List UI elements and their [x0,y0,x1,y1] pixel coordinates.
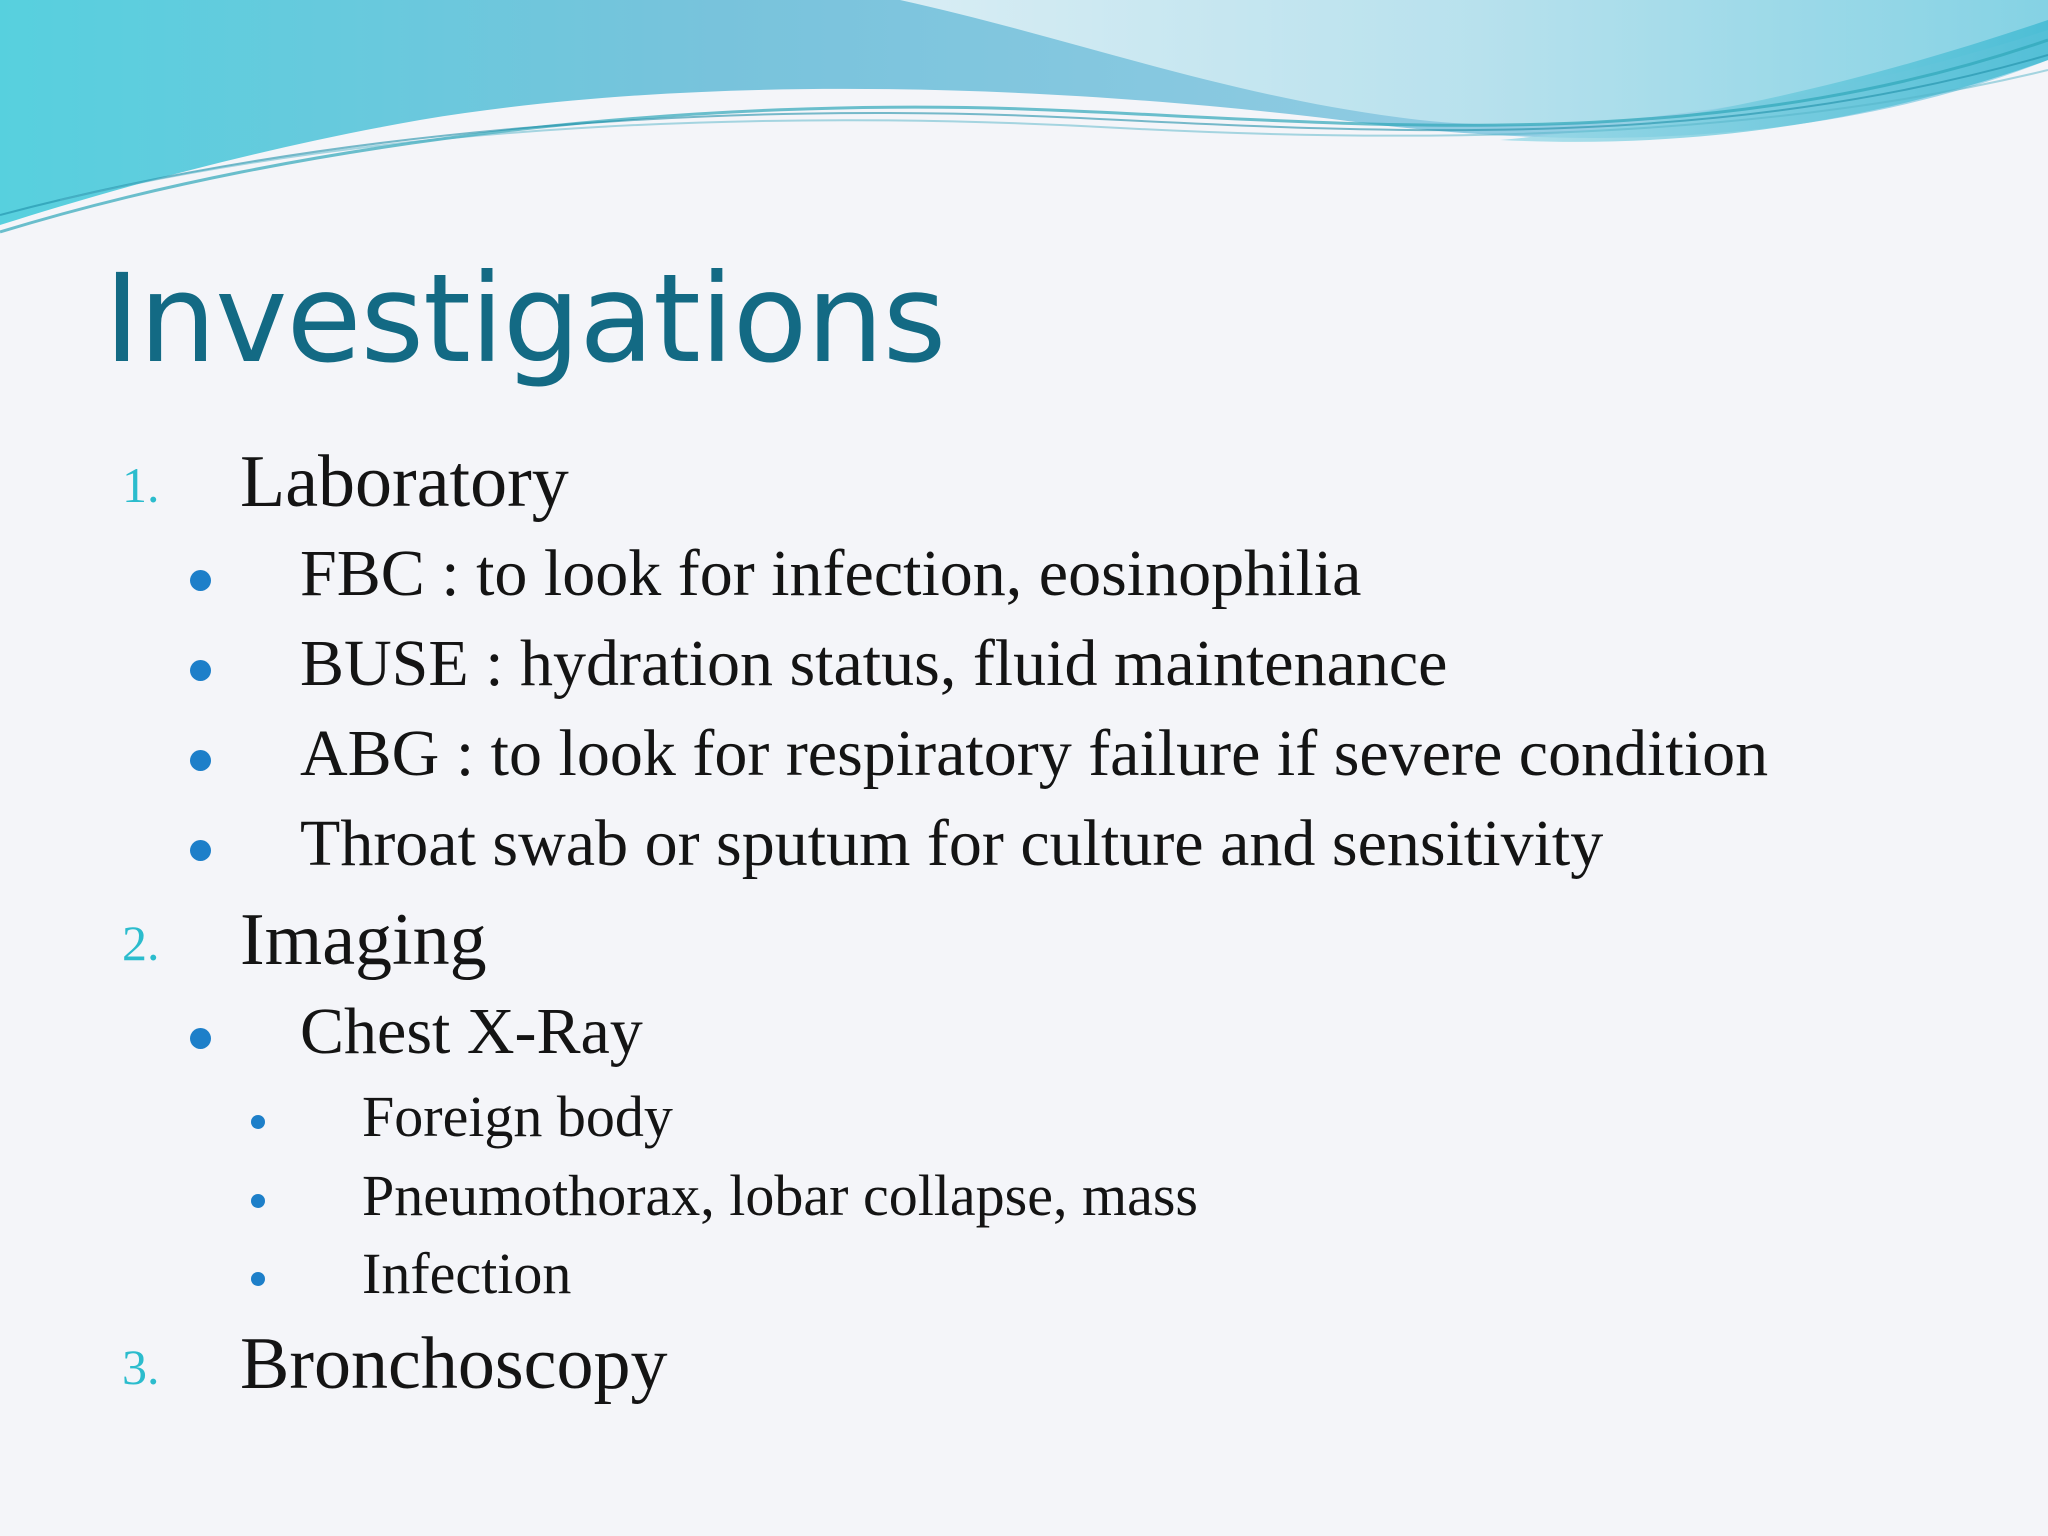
section-label: Laboratory [240,441,569,523]
list-item-text: BUSE : hydration status, fluid maintenance [300,627,1448,700]
list-item-text: Chest X-Ray [300,995,643,1068]
sub-list-item-text: Foreign body [362,1084,673,1149]
sub-list-item-text: Infection [362,1241,572,1306]
list-item-text: Throat swab or sputum for culture and sensitivity [300,807,1604,880]
slide-title: Investigations [104,248,946,390]
bullet-dot-icon [251,1194,265,1208]
list-item-text: FBC : to look for infection, eosinophilia [300,537,1362,610]
list-number: 2. [122,915,160,971]
bullet-dot-icon [190,1028,211,1049]
header-wave-decoration [0,0,2048,240]
bullet-dot-icon [251,1115,265,1129]
bullet-dot-icon [251,1272,265,1286]
section-label: Bronchoscopy [240,1323,668,1405]
list-number: 1. [122,457,160,513]
bullet-dot-icon [190,570,211,591]
list-item-text: ABG : to look for respiratory failure if severe condition [300,717,1769,790]
list-number: 3. [122,1339,160,1395]
section-label: Imaging [240,899,487,981]
bullet-dot-icon [190,840,211,861]
bullet-dot-icon [190,750,211,771]
bullet-dot-icon [190,660,211,681]
sub-list-item-text: Pneumothorax, lobar collapse, mass [362,1163,1198,1228]
